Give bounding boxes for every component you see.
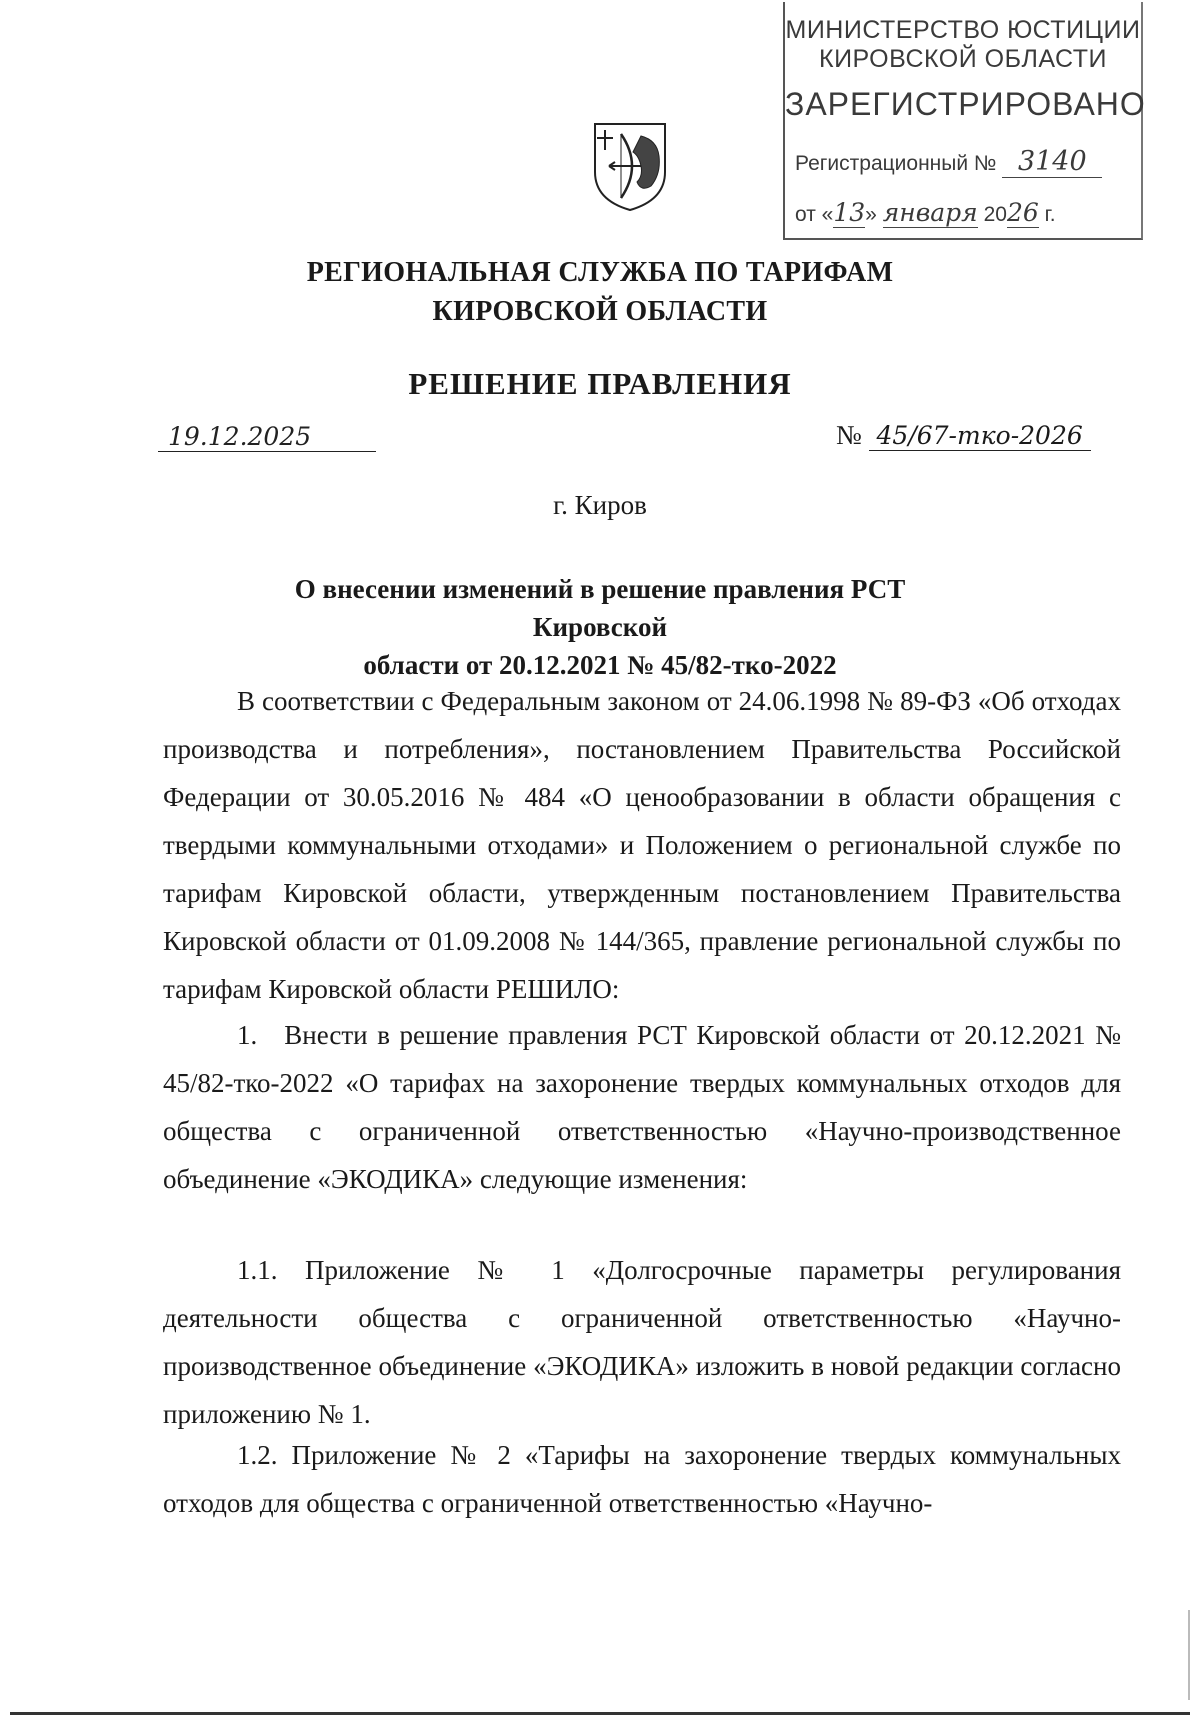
city: г. Киров xyxy=(553,490,647,520)
decision-title: РЕШЕНИЕ ПРАВЛЕНИЯ xyxy=(408,366,792,401)
item-1-2-paragraph xyxy=(163,1431,1121,1527)
subject-line2: области от 20.12.2021 № 45/82-тко-2022 xyxy=(363,650,837,680)
registration-stamp xyxy=(783,2,1146,240)
stamp-ministry-line: МИНИСТЕРСТВО ЮСТИЦИИ xyxy=(785,16,1141,44)
decision-number xyxy=(836,420,1091,451)
stamp-date-prefix: от « xyxy=(795,203,834,226)
stamp-status: ЗАРЕГИСТРИРОВАНО xyxy=(785,86,1146,122)
stamp-reg-number: 3140 xyxy=(1002,146,1102,178)
stamp-date-year-suffix: 26 xyxy=(1006,198,1039,227)
stamp-date-mid: » xyxy=(865,203,877,226)
decision-number-label: № xyxy=(836,420,862,450)
decision-subject xyxy=(240,570,960,684)
stamp-date-year-prefix: 20 xyxy=(983,203,1007,226)
scan-margin-mark xyxy=(1188,1610,1190,1700)
stamp-registration-row xyxy=(795,146,1102,178)
stamp-reg-label: Регистрационный № xyxy=(795,152,997,175)
kirov-coat-of-arms-icon xyxy=(591,120,669,212)
preamble-text: В соответствии с Федеральным законом от 24.06.1998 № 89-ФЗ «Об отходах производства и потребления», постановлением Правительства Российской Федерации от 30.05.2016 № 484 «О ценообразовании в области обращения с твердыми коммунальными отходами» и Положением о региональной службе по тарифам Кировской области, утвержденным постановлением Правительства Кировской области от 01.09.2008 № 144/365, правление региональной службы по тарифам Кировской области РЕШИЛО: xyxy=(163,686,1121,1004)
org-title-line2: КИРОВСКОЙ ОБЛАСТИ xyxy=(432,296,768,327)
org-title-line1: РЕГИОНАЛЬНАЯ СЛУЖБА ПО ТАРИФАМ xyxy=(306,257,894,288)
item-1-1-text: 1.1. Приложение № 1 «Долгосрочные параметры регулирования деятельности общества с ограниченной ответственностью «Научно-производственное объединение «ЭКОДИКА» изложить в новой редакции согласно приложению № 1. xyxy=(163,1255,1121,1429)
item-1-paragraph xyxy=(163,1011,1121,1203)
scan-bottom-edge xyxy=(10,1712,1190,1715)
stamp-region-line: КИРОВСКОЙ ОБЛАСТИ xyxy=(819,45,1107,73)
stamp-date-suffix: г. xyxy=(1044,203,1056,226)
decision-number-value: 45/67-тко-2026 xyxy=(869,421,1091,451)
stamp-date-row xyxy=(795,198,1056,227)
preamble-paragraph xyxy=(163,677,1121,1013)
decision-date: 19.12.2025 xyxy=(158,422,376,452)
item-1-2-text: 1.2. Приложение № 2 «Тарифы на захоронение твердых коммунальных отходов для общества с ограниченной ответственностью «Научно- xyxy=(163,1440,1121,1518)
item-1-1-paragraph xyxy=(163,1246,1121,1438)
item-1-text: 1. Внести в решение правления РСТ Кировской области от 20.12.2021 № 45/82-тко-2022 «О тарифах на захоронение твердых коммунальных отходов для общества с ограниченной ответственностью «Научно-производственное объединение «ЭКОДИКА» следующие изменения: xyxy=(163,1020,1121,1194)
subject-line1: О внесении изменений в решение правления РСТ Кировской xyxy=(294,574,906,642)
stamp-date-day: 13 xyxy=(833,198,866,227)
stamp-date-month: января xyxy=(882,198,978,227)
